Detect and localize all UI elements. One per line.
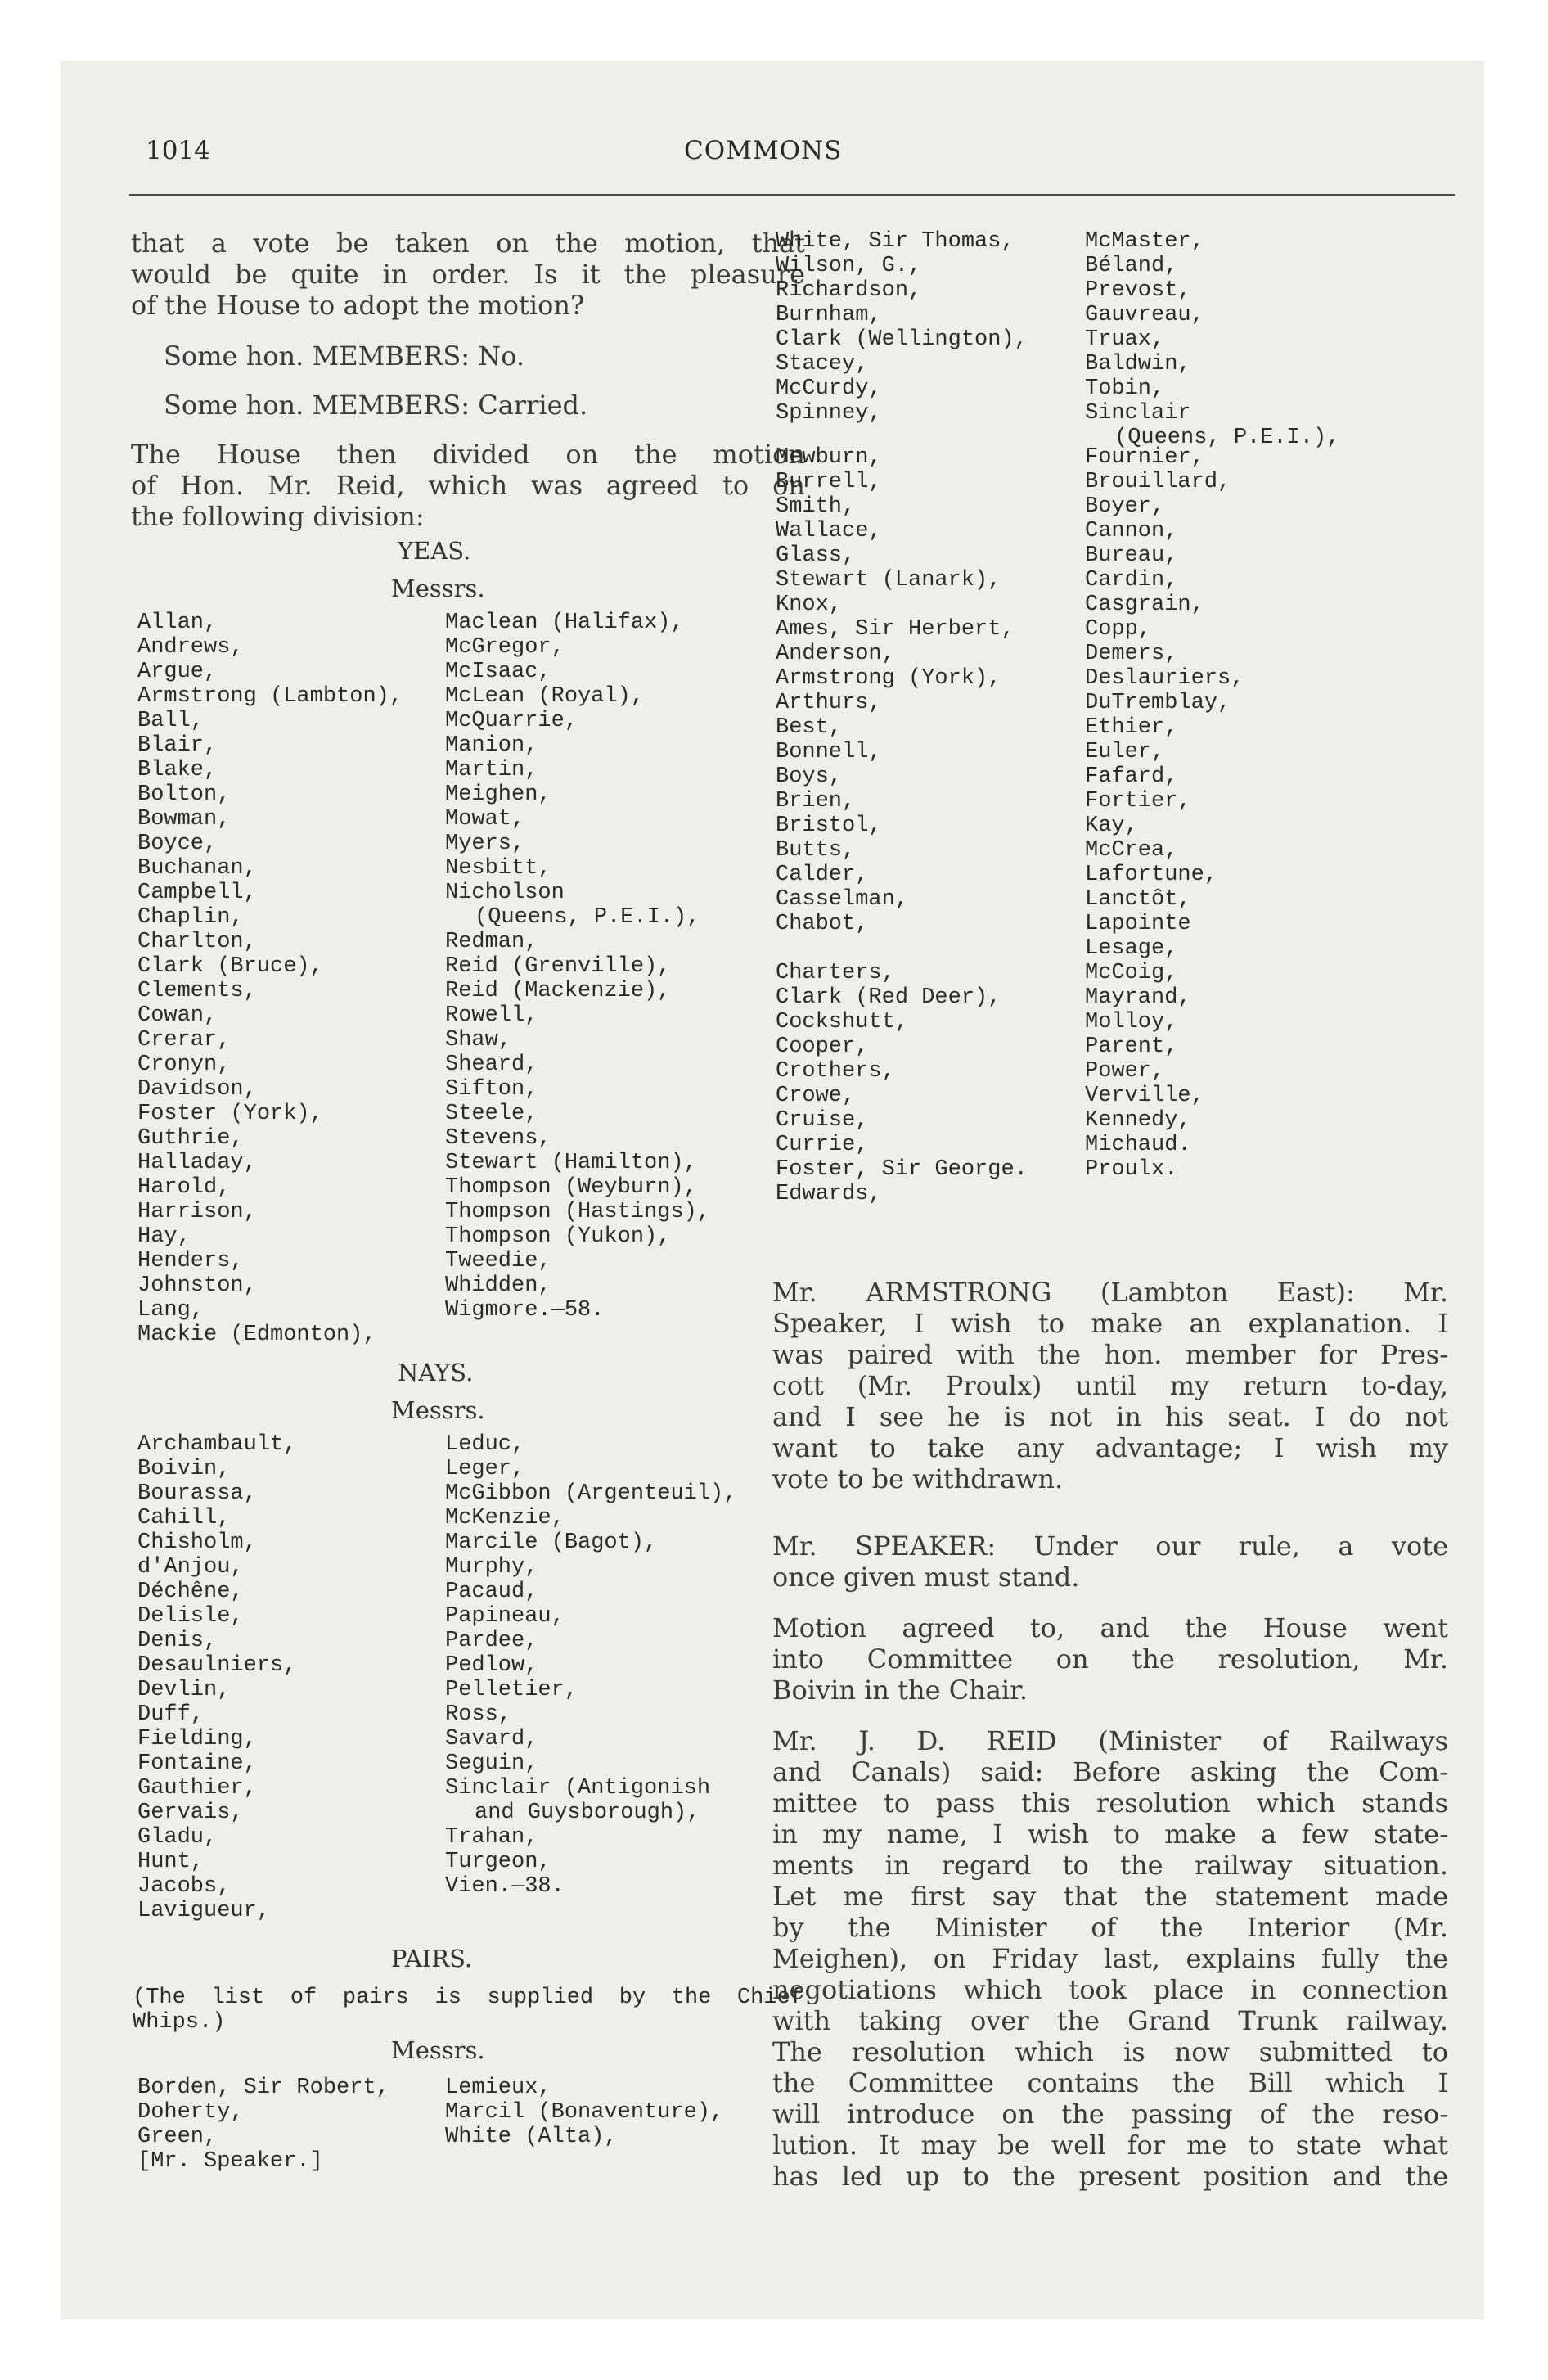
- member-name: Boivin,: [137, 1457, 231, 1481]
- member-name: Knox,: [776, 593, 843, 617]
- text-line: Whips.): [133, 2010, 226, 2035]
- member-name: Brien,: [776, 789, 856, 814]
- member-name: Mewburn,: [776, 445, 882, 470]
- member-name: Whidden,: [445, 1273, 551, 1298]
- text-line: into Committee on the resolution, Mr.: [772, 1643, 1448, 1675]
- text-line: vote to be withdrawn.: [772, 1463, 1064, 1494]
- text-line: Boivin in the Chair.: [772, 1675, 1028, 1706]
- member-name: Boys,: [776, 764, 843, 789]
- intro-paragraph: [131, 228, 805, 321]
- text-line: would be quite in order. Is it the pleasure: [131, 259, 805, 290]
- member-name: Deslauriers,: [1085, 666, 1244, 691]
- member-name: Lemieux,: [445, 2076, 551, 2100]
- page-number: 1014: [146, 136, 210, 165]
- member-name: Lavigueur,: [137, 1899, 271, 1923]
- member-name: Harrison,: [137, 1200, 257, 1224]
- member-name: Pacaud,: [445, 1580, 538, 1604]
- member-name: Sinclair: [1085, 401, 1191, 426]
- member-name: Thompson (Yukon),: [445, 1224, 671, 1249]
- member-name: Cahill,: [137, 1506, 231, 1530]
- member-name: Myers,: [445, 832, 525, 856]
- member-name: Fafard,: [1085, 764, 1178, 789]
- member-name: Allan,: [137, 611, 218, 635]
- text-line: of the House to adopt the motion?: [131, 290, 585, 321]
- member-name: Molloy,: [1085, 1010, 1178, 1034]
- member-name: Lafortune,: [1085, 863, 1218, 887]
- member-name: Kennedy,: [1085, 1108, 1191, 1133]
- member-name: Hunt,: [137, 1850, 205, 1874]
- member-name: DuTremblay,: [1085, 691, 1231, 715]
- member-name: Proulx.: [1085, 1157, 1178, 1182]
- member-name: White (Alta),: [445, 2125, 618, 2149]
- text-line: will introduce on the passing of the reso-: [772, 2098, 1448, 2130]
- member-name: Euler,: [1085, 740, 1165, 764]
- member-name: Clark (Red Deer),: [776, 985, 1001, 1010]
- member-name: Michaud.: [1085, 1133, 1191, 1157]
- member-name: Murphy,: [445, 1555, 538, 1580]
- member-name: Verville,: [1085, 1084, 1204, 1108]
- member-name: Parent,: [1085, 1034, 1178, 1059]
- member-name: Crowe,: [776, 1084, 856, 1108]
- member-name: Leduc,: [445, 1432, 525, 1457]
- member-name: Turgeon,: [445, 1850, 551, 1874]
- member-name: Truax,: [1085, 327, 1165, 352]
- member-name: Campbell,: [137, 881, 257, 905]
- member-name: Butts,: [776, 838, 856, 863]
- member-name: Meighen,: [445, 782, 551, 807]
- member-name: (Queens, P.E.I.),: [1114, 426, 1340, 450]
- member-name: Marcile (Bagot),: [445, 1530, 658, 1555]
- member-name: Borden, Sir Robert,: [137, 2076, 389, 2100]
- member-name: Ross,: [445, 1702, 512, 1727]
- member-name: d'Anjou,: [137, 1555, 244, 1580]
- member-name: Stevens,: [445, 1126, 551, 1151]
- member-name: Boyer,: [1085, 494, 1165, 519]
- member-name: Duff,: [137, 1702, 205, 1727]
- member-name: Smith,: [776, 494, 856, 519]
- text-line: and Canals) said: Before asking the Com-: [772, 1756, 1448, 1787]
- member-name: Béland,: [1085, 254, 1178, 278]
- member-name: Steele,: [445, 1102, 538, 1126]
- member-name: Cannon,: [1085, 519, 1178, 543]
- yeas-messrs: Messrs.: [391, 575, 485, 602]
- member-name: Wilson, G.,: [776, 254, 922, 278]
- text-line: was paired with the hon. member for Pres-: [772, 1339, 1448, 1370]
- member-name: Maclean (Halifax),: [445, 611, 684, 635]
- member-name: Blair,: [137, 733, 218, 758]
- member-name: Mayrand,: [1085, 985, 1191, 1010]
- text-line: The resolution which is now submitted to: [772, 2036, 1448, 2067]
- member-name: Calder,: [776, 863, 869, 887]
- division-paragraph: [131, 439, 805, 532]
- member-name: Prevost,: [1085, 278, 1191, 303]
- member-name: Burnham,: [776, 303, 882, 327]
- member-name: Desaulniers,: [137, 1653, 297, 1678]
- member-name: Andrews,: [137, 635, 244, 660]
- member-name: Devlin,: [137, 1678, 231, 1702]
- member-name: Stewart (Lanark),: [776, 568, 1001, 593]
- text-line: by the Minister of the Interior (Mr.: [772, 1912, 1448, 1943]
- member-name: Vien.—38.: [445, 1874, 565, 1899]
- member-name: Chisholm,: [137, 1530, 257, 1555]
- member-name: Armstrong (Lambton),: [137, 684, 403, 709]
- member-name: Buchanan,: [137, 856, 257, 881]
- member-name: Bristol,: [776, 814, 882, 838]
- member-name: Cruise,: [776, 1108, 869, 1133]
- member-name: Glass,: [776, 543, 856, 568]
- members-carried-line: Some hon. MEMBERS: Carried.: [164, 390, 588, 421]
- member-name: Currie,: [776, 1133, 869, 1157]
- member-name: Denis,: [137, 1629, 218, 1653]
- member-name: Pardee,: [445, 1629, 538, 1653]
- pairs-note: [133, 1986, 803, 2035]
- member-name: Foster, Sir George.: [776, 1157, 1028, 1182]
- member-name: Martin,: [445, 758, 538, 782]
- member-name: and Guysborough),: [475, 1801, 700, 1825]
- member-name: Burrell,: [776, 470, 882, 494]
- member-name: Redman,: [445, 930, 538, 954]
- member-name: Sifton,: [445, 1077, 538, 1102]
- member-name: Boyce,: [137, 832, 218, 856]
- member-name: Pedlow,: [445, 1653, 538, 1678]
- text-line: Mr. SPEAKER: Under our rule, a vote: [772, 1530, 1448, 1562]
- member-name: Sinclair (Antigonish: [445, 1776, 711, 1801]
- member-name: Cockshutt,: [776, 1010, 909, 1034]
- member-name: Spinney,: [776, 401, 882, 426]
- member-name: Richardson,: [776, 278, 922, 303]
- member-name: Thompson (Weyburn),: [445, 1175, 697, 1200]
- member-name: Marcil (Bonaventure),: [445, 2100, 724, 2125]
- member-name: White, Sir Thomas,: [776, 229, 1015, 254]
- member-name: Best,: [776, 715, 843, 740]
- member-name: Kay,: [1085, 814, 1138, 838]
- member-name: Gladu,: [137, 1825, 218, 1850]
- member-name: Tobin,: [1085, 376, 1165, 401]
- member-name: Casgrain,: [1085, 593, 1204, 617]
- member-name: Charters,: [776, 961, 895, 985]
- member-name: Demers,: [1085, 642, 1178, 666]
- member-name: Déchêne,: [137, 1580, 244, 1604]
- member-name: Hay,: [137, 1224, 191, 1249]
- text-line: ments in regard to the railway situation.: [772, 1850, 1448, 1881]
- text-line: of Hon. Mr. Reid, which was agreed to on: [131, 470, 805, 501]
- member-name: McMaster,: [1085, 229, 1204, 254]
- member-name: McLean (Royal),: [445, 684, 645, 709]
- reid-paragraph: [772, 1725, 1448, 2192]
- member-name: McIsaac,: [445, 660, 551, 684]
- text-line: that a vote be taken on the motion, that: [131, 228, 805, 259]
- member-name: Thompson (Hastings),: [445, 1200, 711, 1224]
- nays-messrs: Messrs.: [391, 1396, 485, 1424]
- member-name: McCurdy,: [776, 376, 882, 401]
- member-name: Blake,: [137, 758, 218, 782]
- member-name: McGibbon (Argenteuil),: [445, 1481, 737, 1506]
- member-name: Clark (Bruce),: [137, 954, 323, 979]
- member-name: Rowell,: [445, 1003, 538, 1028]
- text-line: (The list of pairs is supplied by the Chief: [133, 1986, 803, 2010]
- member-name: Lesage,: [1085, 936, 1178, 961]
- member-name: Casselman,: [776, 887, 909, 912]
- text-line: once given must stand.: [772, 1562, 1080, 1593]
- text-line: Mr. J. D. REID (Minister of Railways: [772, 1725, 1448, 1756]
- members-no-line: Some hon. MEMBERS: No.: [164, 340, 525, 372]
- text-line: the Committee contains the Bill which I: [772, 2067, 1448, 2098]
- member-name: Henders,: [137, 1249, 244, 1273]
- member-name: Guthrie,: [137, 1126, 244, 1151]
- member-name: Chaplin,: [137, 905, 244, 930]
- member-name: Fontaine,: [137, 1751, 257, 1776]
- member-name: Cowan,: [137, 1003, 218, 1028]
- member-name: McCoig,: [1085, 961, 1178, 985]
- member-name: Baldwin,: [1085, 352, 1191, 376]
- member-name: Trahan,: [445, 1825, 538, 1850]
- member-name: Crothers,: [776, 1059, 895, 1084]
- member-name: Fortier,: [1085, 789, 1191, 814]
- member-name: Fielding,: [137, 1727, 257, 1751]
- text-line: mittee to pass this resolution which stands: [772, 1787, 1448, 1819]
- member-name: Wigmore.—58.: [445, 1298, 605, 1323]
- member-name: Archambault,: [137, 1432, 297, 1457]
- member-name: Argue,: [137, 660, 218, 684]
- member-name: Brouillard,: [1085, 470, 1231, 494]
- member-name: Johnston,: [137, 1273, 257, 1298]
- member-name: Lang,: [137, 1298, 205, 1323]
- member-name: Manion,: [445, 733, 538, 758]
- member-name: Bonnell,: [776, 740, 882, 764]
- member-name: Delisle,: [137, 1604, 244, 1629]
- member-name: Cooper,: [776, 1034, 869, 1059]
- member-name: Davidson,: [137, 1077, 257, 1102]
- member-name: Ames, Sir Herbert,: [776, 617, 1015, 642]
- member-name: Mackie (Edmonton),: [137, 1323, 376, 1347]
- member-name: Green,: [137, 2125, 218, 2149]
- text-line: cott (Mr. Proulx) until my return to-day,: [772, 1370, 1448, 1401]
- pairs-heading: PAIRS.: [391, 1945, 473, 1972]
- member-name: Nesbitt,: [445, 856, 551, 881]
- member-name: Tweedie,: [445, 1249, 551, 1273]
- member-name: Shaw,: [445, 1028, 512, 1053]
- text-line: Motion agreed to, and the House went: [772, 1612, 1448, 1643]
- text-line: with taking over the Grand Trunk railway.: [772, 2005, 1448, 2036]
- member-name: Doherty,: [137, 2100, 244, 2125]
- member-name: McCrea,: [1085, 838, 1178, 863]
- member-name: Harold,: [137, 1175, 231, 1200]
- member-name: Savard,: [445, 1727, 538, 1751]
- running-title: COMMONS: [684, 136, 843, 165]
- text-line: Speaker, I wish to make an explanation. I: [772, 1308, 1448, 1339]
- page-sheet: [61, 61, 1484, 2319]
- member-name: Lapointe: [1085, 912, 1191, 936]
- text-line: Let me first say that the statement made: [772, 1881, 1448, 1912]
- member-name: Bureau,: [1085, 543, 1178, 568]
- member-name: Seguin,: [445, 1751, 538, 1776]
- nays-heading: NAYS.: [398, 1359, 474, 1386]
- member-name: Anderson,: [776, 642, 895, 666]
- text-line: the following division:: [131, 501, 425, 532]
- member-name: Armstrong (York),: [776, 666, 1001, 691]
- member-name: Gauvreau,: [1085, 303, 1204, 327]
- member-name: Foster (York),: [137, 1102, 323, 1126]
- member-name: Bolton,: [137, 782, 231, 807]
- member-name: Mowat,: [445, 807, 525, 832]
- member-name: Copp,: [1085, 617, 1152, 642]
- text-line: and I see he is not in his seat. I do not: [772, 1401, 1448, 1432]
- member-name: Clark (Wellington),: [776, 327, 1028, 352]
- member-name: Gauthier,: [137, 1776, 257, 1801]
- yeas-heading: YEAS.: [398, 537, 471, 565]
- header-rule: [129, 194, 1455, 196]
- member-name: McGregor,: [445, 635, 565, 660]
- member-name: Ball,: [137, 709, 205, 733]
- member-name: Charlton,: [137, 930, 257, 954]
- member-name: Jacobs,: [137, 1874, 231, 1899]
- pairs-messrs: Messrs.: [391, 2036, 485, 2064]
- text-line: in my name, I wish to make a few state-: [772, 1819, 1448, 1850]
- member-name: McQuarrie,: [445, 709, 578, 733]
- member-name: Wallace,: [776, 519, 882, 543]
- member-name: Arthurs,: [776, 691, 882, 715]
- member-name: Ethier,: [1085, 715, 1178, 740]
- member-name: Pelletier,: [445, 1678, 578, 1702]
- speaker-note: [Mr. Speaker.]: [137, 2149, 323, 2174]
- text-line: lution. It may be well for me to state what: [772, 2130, 1448, 2161]
- member-name: Gervais,: [137, 1801, 244, 1825]
- member-name: (Queens, P.E.I.),: [475, 905, 700, 930]
- member-name: Bowman,: [137, 807, 231, 832]
- text-line: Meighen), on Friday last, explains fully the: [772, 1943, 1448, 1974]
- armstrong-paragraph: [772, 1277, 1448, 1494]
- member-name: Cardin,: [1085, 568, 1178, 593]
- member-name: Edwards,: [776, 1182, 882, 1206]
- member-name: Clements,: [137, 979, 257, 1003]
- member-name: Reid (Grenville),: [445, 954, 671, 979]
- member-name: Halladay,: [137, 1151, 257, 1175]
- member-name: Fournier,: [1085, 445, 1204, 470]
- text-line: has led up to the present position and the: [772, 2161, 1448, 2192]
- speaker-paragraph: [772, 1530, 1448, 1593]
- member-name: Chabot,: [776, 912, 869, 936]
- member-name: Power,: [1085, 1059, 1165, 1084]
- text-line: negotiations which took place in connection: [772, 1974, 1448, 2005]
- member-name: Leger,: [445, 1457, 525, 1481]
- member-name: Lanctôt,: [1085, 887, 1191, 912]
- text-line: Mr. ARMSTRONG (Lambton East): Mr.: [772, 1277, 1448, 1308]
- member-name: Crerar,: [137, 1028, 231, 1053]
- text-line: The House then divided on the motion: [131, 439, 805, 470]
- member-name: Stacey,: [776, 352, 869, 376]
- member-name: McKenzie,: [445, 1506, 565, 1530]
- member-name: Stewart (Hamilton),: [445, 1151, 697, 1175]
- member-name: Reid (Mackenzie),: [445, 979, 671, 1003]
- member-name: Nicholson: [445, 881, 565, 905]
- member-name: Sheard,: [445, 1053, 538, 1077]
- text-line: want to take any advantage; I wish my: [772, 1432, 1448, 1463]
- member-name: Cronyn,: [137, 1053, 231, 1077]
- motion-paragraph: [772, 1612, 1448, 1706]
- member-name: Papineau,: [445, 1604, 565, 1629]
- member-name: Bourassa,: [137, 1481, 257, 1506]
